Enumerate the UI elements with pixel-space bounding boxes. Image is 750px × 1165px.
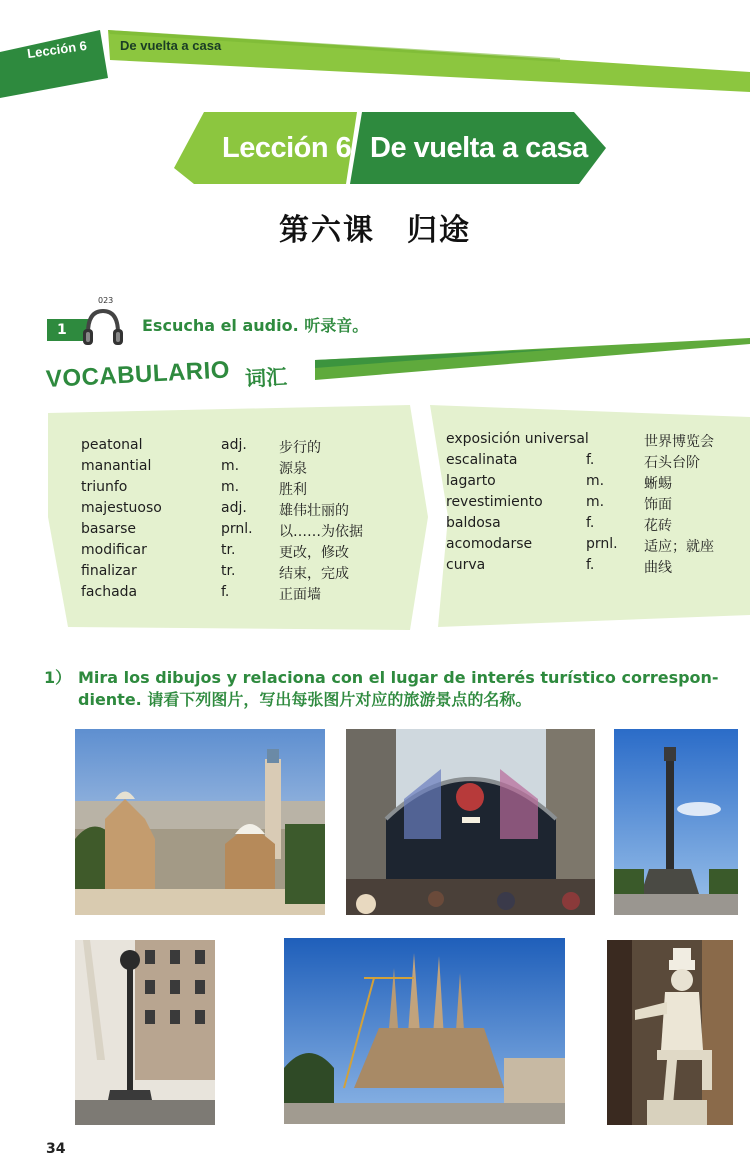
vocab-translation: 雄伟壮丽的 — [279, 503, 349, 519]
vocab-word: fachada — [81, 584, 138, 600]
exercise-instruction: Escucha el audio. 听录音。 — [142, 316, 369, 335]
vocab-pos: m. — [221, 458, 240, 474]
vocabulary-heading: VOCABULARIO — [45, 356, 231, 393]
vocab-word: escalinata — [446, 452, 518, 468]
vocab-word: modificar — [81, 542, 147, 558]
vocab-translation: 适应；就座 — [644, 539, 714, 555]
exercise-number: 1 — [47, 319, 89, 341]
vocab-translation: 饰面 — [644, 497, 672, 513]
vocab-word: lagarto — [446, 473, 496, 489]
vocab-translation: 更改，修改 — [279, 545, 349, 561]
vocab-pos: adj. — [221, 437, 247, 453]
vocab-translation: 正面墙 — [279, 587, 321, 603]
exercise-1a-number: 1） — [44, 668, 72, 687]
lesson-title-chinese: 第六课 归途 — [279, 213, 471, 248]
canaletes-fountain-photo — [75, 940, 215, 1125]
vocab-pos: prnl. — [221, 521, 253, 537]
vocab-word: revestimiento — [446, 494, 543, 510]
vocab-translation: 蜥蜴 — [644, 476, 672, 492]
vocab-pos: tr. — [221, 542, 236, 558]
vocab-word: curva — [446, 557, 486, 573]
vocab-translation: 源泉 — [279, 461, 307, 477]
vocab-word: majestuoso — [81, 500, 162, 516]
vocab-pos: m. — [221, 479, 240, 495]
vocab-pos: f. — [586, 515, 595, 531]
vocab-translation: 花砖 — [644, 518, 672, 534]
page-number: 34 — [46, 1141, 66, 1157]
vocab-pos: f. — [221, 584, 230, 600]
vocab-word: peatonal — [81, 437, 143, 453]
vocab-pos: m. — [586, 494, 605, 510]
exercise-1a-instruction: Mira los dibujos y relaciona con el lugar de interés turístico correspon-diente. 请看下列图片，写出每张图片对应的旅游景点的名称。 — [78, 668, 719, 709]
columbus-monument-photo — [614, 729, 738, 915]
vocabulary-heading-bar — [315, 338, 750, 383]
living-statue-photo — [607, 940, 733, 1125]
vocab-translation: 曲线 — [644, 560, 672, 576]
vocab-word: triunfo — [81, 479, 128, 495]
lesson-title-label: Lección 6 — [222, 132, 352, 164]
vocab-pos: adj. — [221, 500, 247, 516]
vocabulary-heading-chinese: 词汇 — [244, 364, 288, 392]
header-lesson-label: Lección 6 — [26, 37, 88, 62]
vocab-word: basarse — [81, 521, 137, 537]
vocab-translation: 世界博览会 — [644, 434, 714, 450]
vocab-pos: f. — [586, 557, 595, 573]
vocab-word: baldosa — [446, 515, 501, 531]
lesson-title-name: De vuelta a casa — [370, 132, 588, 164]
vocab-pos: m. — [586, 473, 605, 489]
vocab-translation: 胜利 — [279, 482, 307, 498]
park-guell-photo — [75, 729, 325, 915]
vocab-word: exposición universal — [446, 431, 589, 447]
header-lesson-title: De vuelta a casa — [120, 38, 222, 53]
vocab-pos: f. — [586, 452, 595, 468]
sagrada-familia-photo — [284, 938, 565, 1124]
vocab-word: acomodarse — [446, 536, 533, 552]
vocab-word: finalizar — [81, 563, 137, 579]
audio-track-number: 023 — [98, 296, 114, 305]
vocab-translation: 步行的 — [279, 440, 321, 456]
vocab-word: manantial — [81, 458, 152, 474]
lesson-title-banner — [174, 112, 606, 186]
vocab-translation: 以……为依据 — [279, 524, 363, 540]
vocab-translation: 石头台阶 — [644, 455, 700, 471]
vocab-pos: prnl. — [586, 536, 618, 552]
header-band — [0, 0, 750, 110]
vocab-translation: 结束，完成 — [279, 566, 349, 582]
boqueria-market-photo — [346, 729, 595, 915]
headphones-icon — [80, 305, 126, 349]
vocab-pos: tr. — [221, 563, 236, 579]
